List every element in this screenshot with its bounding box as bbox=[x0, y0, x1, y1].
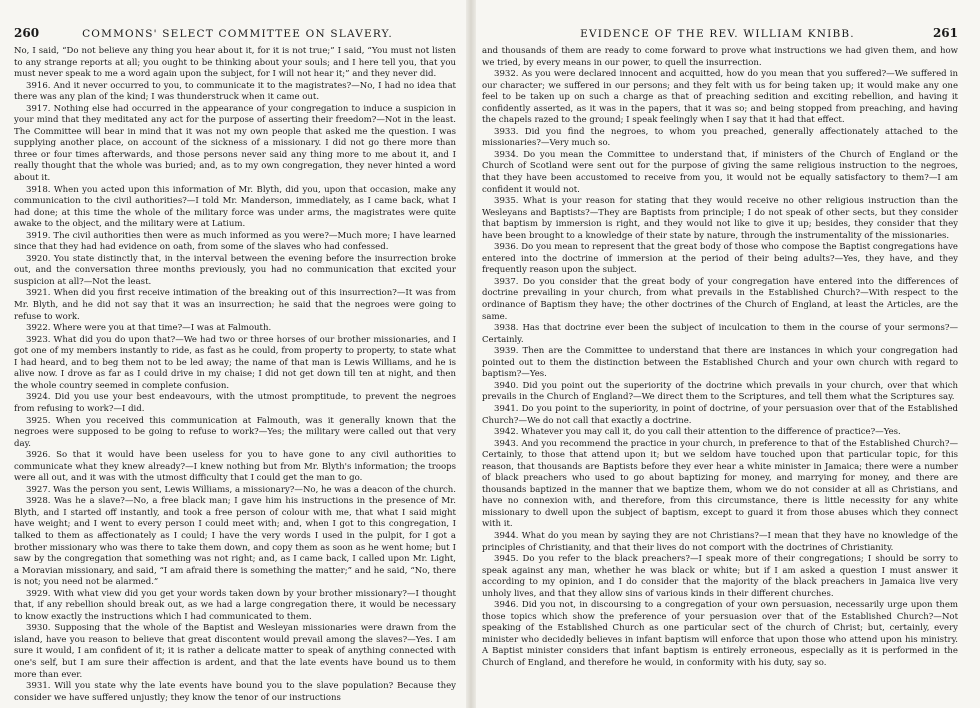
paragraph: No, I said, “Do not believe any thing you hear about it, for it is not true;” I said, “You must not listen to any strange reports at all; you ought to be thinking about your souls; and I here tell you, that you must never speak to me a word again upon the subject, for I will not hear it;” and they never did. bbox=[14, 46, 456, 80]
paragraph: 3929. With what view did you get your words taken down by your brother missionary?—I thought that, if any rebellion should break out, as we had a large congregation there, it would be necessary to know exactly the instructions which I had communicated to them. bbox=[14, 588, 456, 622]
paragraph: 3919. The civil authorities then were as much informed as you were?—Much more; I have learned since that they had had evidence on oath, from some of the slaves who had confessed. bbox=[14, 230, 456, 253]
paragraph: and thousands of them are ready to come forward to prove what instructions we had given them, and how we tried, by every means in our power, to quell the insurrection. bbox=[482, 46, 958, 68]
paragraph: 3945. Do you refer to the black preachers?—I speak more of their congregations; I should be sorry to speak against any man, whether he was black or white; but if I am asked a question I must answer it according to my opinion, and I do consider that the majority of the black preachers in Jamaica live very unholy lives, and that they allow sins of various kinds in their different churches. bbox=[482, 554, 958, 599]
paragraph: 3916. And it never occurred to you, to communicate it to the magistrates?—No, I had no idea that there was any plan of the kind; I was thunderstruck when it came out. bbox=[14, 80, 456, 103]
left-page-text bbox=[14, 46, 456, 704]
right-page-running-title: EVIDENCE OF THE REV. WILLIAM KNIBB. bbox=[580, 28, 855, 40]
left-page-header bbox=[14, 26, 456, 40]
paragraph: 3940. Did you point out the superiority of the doctrine which prevails in your church, over that which prevails in the Church of England?—We direct them to the Scriptures, and tell them what the Scriptures say. bbox=[482, 380, 958, 403]
left-page bbox=[0, 0, 470, 708]
right-page-header bbox=[482, 26, 958, 40]
paragraph: 3922. Where were you at that time?—I was at Falmouth. bbox=[26, 323, 272, 334]
paragraph: 3939. Then are the Committee to understand that there are instances in which your congregation had pointed out to them the distinction between the Established Church and your own church with regard to baptism?—Yes. bbox=[482, 346, 958, 380]
paragraph: 3931. Will you state why the late events have bound you to the slave population? Because they consider we have suffered unjustly; they know the tenor of our instructions bbox=[14, 681, 456, 703]
left-page-number: 260 bbox=[14, 26, 40, 40]
paragraph: 3925. When you received this communication at Falmouth, was it generally known that the negroes were supposed to be going to refuse to work?—Yes; the military were called out that very day. bbox=[14, 415, 456, 449]
paragraph: 3933. Did you find the negroes, to whom you preached, generally affectionately attached to the missionaries?—Very much so. bbox=[482, 126, 958, 149]
right-page-number: 261 bbox=[932, 26, 958, 40]
paragraph: 3944. What do you mean by saying they are not Christians?—I mean that they have no knowledge of the principles of Christianity, and that their lives do not comport with the doctrines of Christianity. bbox=[482, 530, 958, 553]
paragraph: 3941. Do you point to the superiority, in point of doctrine, of your persuasion over that of the Established Church?—We do not call that exactly a doctrine. bbox=[482, 403, 958, 426]
paragraph: 3923. What did you do upon that?—We had two or three horses of our brother missionaries, and I got one of my members instantly to ride, as fast as he could, from property to property, to state what I had heard, and to beg them not to be led away; the name of that man is Lewis Williams, and he is alive now. I drove as far as I could drive in my chaise; I did not get down till ten at night, and then the whole country seemed in complete confusion. bbox=[14, 334, 456, 391]
paragraph: 3943. And you recommend the practice in your church, in preference to that of the Established Church?—Certainly, to those that attend upon it; but we seldom have touched upon that particular topic, for this reason, that thousands are Baptists before they ever hear a white minister in Jamaica; there were a number of black preachers who used to go about baptizing for money, and marrying for money, and there are thousands baptized in the manner that we baptize them, whom we do not consider at all as Christians, and have no connexion with, and therefore, from this circumstance, there is little necessity for any white missionary to dwell upon the subject of baptism, except to guard it from those abuses which they connect with it. bbox=[482, 438, 958, 530]
paragraph: 3938. Has that doctrine ever been the subject of inculcation to them in the course of your sermons?—Certainly. bbox=[482, 323, 958, 345]
left-page-running-title: COMMONS' SELECT COMMITTEE ON SLAVERY. bbox=[82, 28, 393, 40]
paragraph: 3927. Was the person you sent, Lewis Williams, a missionary?—No, he was a deacon of the church. bbox=[26, 484, 457, 495]
paragraph: 3924. Did you use your best endeavours, with the utmost promptitude, to prevent the negroes from refusing to work?—I did. bbox=[14, 392, 456, 414]
paragraph: 3921. When did you first receive intimation of the breaking out of this insurrection?—It was from Mr. Blyth, and he did not say that it was an insurrection; he said that the negroes were going to refuse to work. bbox=[14, 288, 456, 322]
right-page bbox=[470, 0, 980, 708]
paragraph: 3935. What is your reason for stating that they would receive no other religious instruction than the Wesleyans and Baptists?—They are Baptists from principle; I do not speak of other sects, but they consider that baptism by immersion is right, and they would not like to give it up; besides, they consider that they have been brought to a knowledge of their state by nature, through the instrumentality of the missionaries. bbox=[482, 196, 958, 241]
paragraph: 3936. Do you mean to represent that the great body of those who compose the Baptist congregations have entered into the doctrine of immersion at the period of their being adults?—Yes, they have, and they frequently reason upon the subject. bbox=[482, 242, 958, 276]
paragraph: 3942. Whatever you may call it, do you call their attention to the difference of practice?—Yes. bbox=[494, 427, 901, 438]
paragraph: 3932. As you were declared innocent and acquitted, how do you mean that you suffered?—We suffered in our character; we suffered in our persons; and they felt with us for being taken up; it would make any one feel to be taken up on such a charge as that of preaching sedition and exciting rebellion, and having it confidently asserted, as it was in the papers, that it was so; and being stopped from preaching, and having the chapels razed to the ground; I speak feelingly when I say that it had that effect. bbox=[482, 69, 958, 126]
paragraph: 3928. Was he a slave?—No, a free black man; I gave him his instructions in the presence of Mr. Blyth, and I started off instantly, and took a free person of colour with me, that what I said might have weight; and I went to every person I could meet with; and, when I got to this congregation, I talked to them as affectionately as I could; I have the very words I used in the pulpit, for I got a brother missionary who was there to take them down, and copy them as soon as he went home; but I saw by the congregation that something was not right; and, as I came back, I called upon Mr. Light, a Moravian missionary, and said, “I am afraid there is something the matter;” and he said, “No, there is not; you need not be alarmed.” bbox=[14, 496, 456, 588]
paragraph: 3918. When you acted upon this information of Mr. Blyth, did you, upon that occasion, make any communication to the civil authorities?—I told Mr. Manderson, immediately, as I came back, what I had done; at this time the whole of the military force was under arms, the magistrates were quite awake to the object, and the military were at Latium. bbox=[14, 184, 456, 230]
right-page-text bbox=[482, 46, 958, 670]
paragraph: 3920. You state distinctly that, in the interval between the evening before the insurrection broke out, and the conversation three months previously, you had no communication that excited your suspicion at all?—Not the least. bbox=[14, 253, 456, 287]
paragraph: 3917. Nothing else had occurred in the appearance of your congregation to induce a suspicion in your mind that they meditated any act for the purpose of asserting their freedom?—Not in the least. The Committee will bear in mind that it was not my own people that asked me the question. I was supplying another place, on account of the sickness of a missionary. I did not go there more than three or four times afterwards, and those persons never said any thing more to me about it, and I really thought that the whole was buried; and, as to my own congregation, they never hinted a word about it. bbox=[14, 103, 456, 184]
paragraph: 3926. So that it would have been useless for you to have gone to any civil authorities to communicate what they knew already?—I knew nothing but from Mr. Blyth's information; the troops were all out, and it was with the utmost difficulty that I could get the man to go. bbox=[14, 450, 456, 484]
paragraph: 3934. Do you mean the Committee to understand that, if ministers of the Church of England or the Church of Scotland were sent out for the purpose of giving the same religious instruction to the negroes, that they have been accustomed to receive from you, it would not be equally satisfactory to them?—I am confident it would not. bbox=[482, 149, 958, 195]
paragraph: 3930. Supposing that the whole of the Baptist and Wesleyan missionaries were drawn from the island, have you reason to believe that great discontent would prevail among the slaves?—Yes. I am sure it would, I am confident of it; it is rather a delicate matter to speak of anything connected with one's self, but I am sure their affection is ardent, and that the late events have bound us to them more than ever. bbox=[14, 623, 456, 680]
paragraph: 3946. Did you not, in discoursing to a congregation of your own persuasion, necessarily urge upon them those topics which show the preference of your persuasion over that of the Established Church?—Not speaking of the Established Church as one particular sect of the church of Christ; but, certainly, every minister who decidedly believes in infant baptism will enforce that upon those who attend upon his ministry. A Baptist minister considers that infant baptism is entirely erroneous, especially as it is performed in the Church of England, and therefore he would, in conformity with his duty, say so. bbox=[482, 600, 958, 668]
paragraph: 3937. Do you consider that the great body of your congregation have entered into the differences of doctrine prevailing in your church, from what prevails in the Established Church?—With respect to the ordinance of Baptism they have; the other doctrines of the Church of England, at least the Articles, are the same. bbox=[482, 276, 958, 322]
